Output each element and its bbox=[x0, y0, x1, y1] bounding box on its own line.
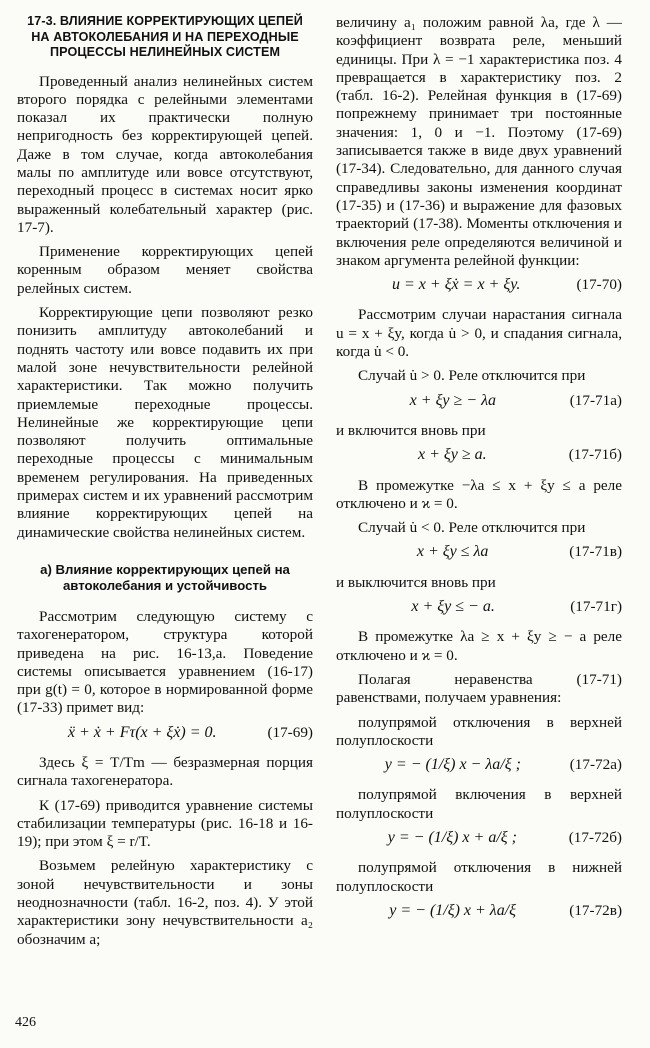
paragraph: В промежутке −λa ≤ x + ξy ≤ a реле отключено и ϰ = 0. bbox=[336, 476, 622, 512]
paragraph: полупрямой включения в верхней полуплоскости bbox=[336, 786, 622, 822]
subsection-title: а) Влияние корректирующих цепей на автоколебания и устойчивость bbox=[40, 561, 290, 593]
paragraph: Рассмотрим следующую систему с тахогенератором, структура которой приведена на рис. 16-13,а. Поведение системы описывается уравнением (16-17) при g(t) = 0, которое в нормированной форме (17-33) примет вид: bbox=[17, 607, 313, 717]
equation-17-72b bbox=[336, 829, 622, 847]
equation-number: (17-72в) bbox=[569, 901, 622, 919]
equation-formula: ẍ + ẋ + Fτ(x + ξẋ) = 0. bbox=[67, 723, 217, 741]
paragraph: Корректирующие цепи позволяют резко понизить амплитуду автоколебаний и поднять частоту или вовсе подавить их при малой зоне нечувствительности релейной характеристики. Так можно получить приемлемые переходные процессы. Нелинейные же корректирующие цепи позволяют получить оптимальные переходные процессы с минимальным временем регулирования. На приведенных примерах систем и их уравнений рассмотрим влияние корректирующих цепей на динамические свойства нелинейных систем. bbox=[17, 304, 313, 541]
equation-formula: y = − (1/ξ) x − λa/ξ ; bbox=[384, 756, 521, 774]
equation-number: (17-71г) bbox=[570, 598, 622, 616]
equation-formula: x + ξy ≤ λa bbox=[416, 543, 489, 561]
paragraph: Полагая неравенства (17-71) равенствами, получаем уравнения: bbox=[336, 670, 622, 707]
equation-formula: x + ξy ≥ a. bbox=[418, 446, 487, 464]
equation-17-69 bbox=[17, 724, 313, 742]
equation-number: (17-70) bbox=[576, 276, 622, 294]
equation-formula: x + ξy ≥ − λa bbox=[409, 391, 497, 409]
paragraph: Проведенный анализ нелинейных систем второго порядка с релейными элементами показал их практически полную непригодность без корректирующей цепей. Даже в том случае, когда автоколебания малы по амплитуде или вовсе отсутствуют, переходный процесс в системах носит ярко выраженный колебательный характер (рис. 17-7). bbox=[17, 72, 313, 236]
paragraph: Случай u̇ < 0. Реле отключится при bbox=[358, 519, 586, 537]
equation-number: (17-69) bbox=[267, 723, 313, 741]
paragraph: полупрямой отключения в верхней полуплоскости bbox=[336, 713, 622, 749]
equation-17-70 bbox=[336, 276, 622, 294]
equation-17-71b bbox=[336, 446, 622, 464]
paragraph: Применение корректирующих цепей коренным образом меняет свойства релейных систем. bbox=[17, 243, 313, 297]
paragraph: Здесь ξ = T/Tm — безразмерная порция сигнала тахогенератора. bbox=[17, 754, 313, 790]
equation-17-72a bbox=[336, 756, 622, 774]
paragraph: К (17-69) приводится уравнение системы стабилизации температуры (рис. 16-18 и 16-19); при этом ξ = r/T. bbox=[17, 796, 313, 851]
section-title: 17-3. ВЛИЯНИЕ КОРРЕКТИРУЮЩИХ ЦЕПЕЙ НА АВТОКОЛЕБАНИЯ И НА ПЕРЕХОДНЫЕ ПРОЦЕССЫ НЕЛИНЕЙНЫХ СИСТЕМ bbox=[27, 14, 303, 59]
paragraph: и выключится вновь при bbox=[336, 573, 496, 591]
equation-number: (17-71а) bbox=[569, 391, 622, 409]
equation-17-71a bbox=[336, 392, 622, 410]
equation-formula: u = x + ξẋ = x + ξy. bbox=[392, 276, 521, 294]
equation-17-71g bbox=[336, 598, 622, 616]
equation-formula: x + ξy ≤ − a. bbox=[411, 598, 495, 616]
paragraph: Рассмотрим случаи нарастания сигнала u = x + ξy, когда u̇ > 0, и спадания сигнала, когда u̇ < 0. bbox=[336, 306, 622, 361]
paragraph: величину a₁ положим равной λa, где λ — коэффициент возврата реле, меньший единицы. При λ = −1 характеристика поз. 4 превращается в характеристику поз. 2 (табл. 16-2). Релейная функция в (17-69) попрежнему принимает три постоянные значения: 1, 0 и −1. Поэтому (17-69) записывается также в виде двух уравнений (17-34). Следовательно, для данного случая справедливы законы изменения координат (17-35) и (17-36) и выражение для фазовых траекторий (17-38). Моменты отключения и включения реле определяются величиной и знаком аргумента релейной функции: bbox=[336, 14, 622, 269]
equation-formula: y = − (1/ξ) x + a/ξ ; bbox=[387, 828, 517, 846]
paragraph: и включится вновь при bbox=[336, 421, 486, 439]
equation-formula: y = − (1/ξ) x + λa/ξ bbox=[389, 901, 517, 919]
paragraph: В промежутке λa ≥ x + ξy ≥ − a реле отключено и ϰ = 0. bbox=[336, 628, 622, 664]
left-column bbox=[17, 14, 313, 955]
equation-number: (17-71б) bbox=[568, 446, 622, 464]
page-number: 426 bbox=[15, 1015, 36, 1030]
equation-number: (17-71в) bbox=[569, 543, 622, 561]
paragraph: Возьмем релейную характеристику с зоной нечувствительности и зоны неоднозначности (табл. 16-2, поз. 4). У этой характеристики зону нечувствительности a₂ обозначим a; bbox=[17, 857, 313, 948]
equation-17-71v bbox=[336, 543, 622, 561]
right-column bbox=[336, 14, 622, 932]
equation-number: (17-72б) bbox=[568, 828, 622, 846]
equation-17-72v bbox=[336, 902, 622, 920]
equation-number: (17-72а) bbox=[569, 756, 622, 774]
paragraph: полупрямой отключения в нижней полуплоскости bbox=[336, 859, 622, 895]
paragraph: Случай u̇ > 0. Реле отключится при bbox=[358, 367, 586, 385]
